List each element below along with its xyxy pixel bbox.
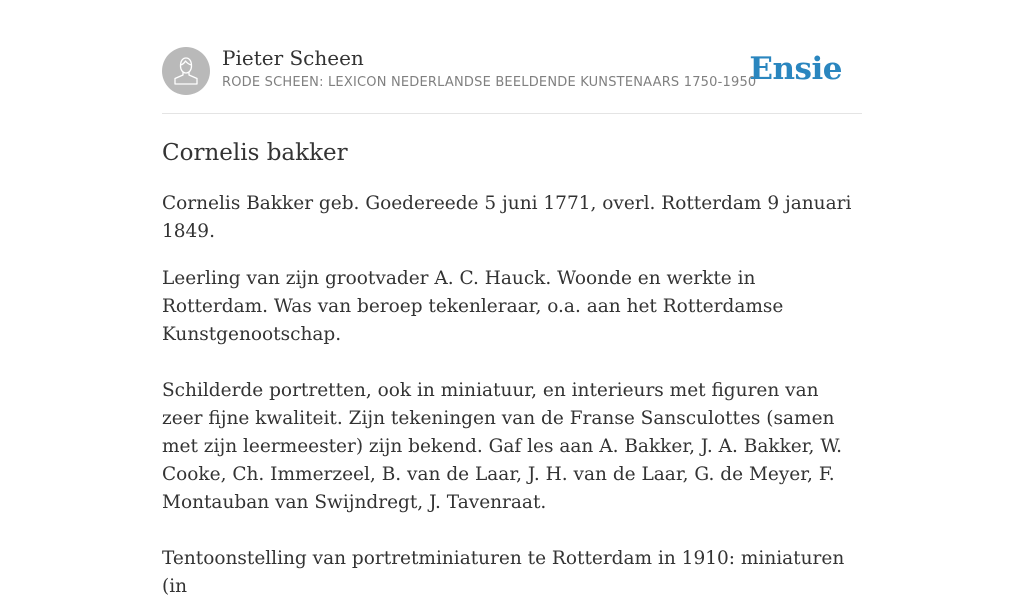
article-paragraph: Tentoonstelling van portretminiaturen te Rotterdam in 1910: miniaturen (in [162,548,845,597]
article-body [162,138,862,601]
article-header [162,46,862,96]
ensie-logo[interactable]: Ensie [749,51,842,87]
article-title: Cornelis bakker [162,140,348,166]
author-avatar[interactable] [162,47,210,95]
article-paragraph: Cornelis Bakker geb. Goedereede 5 juni 1771, overl. Rotterdam 9 januari 1849. [162,193,852,242]
article-paragraph: Leerling van zijn grootvader A. C. Hauck. Woonde en werkte in Rotterdam. Was van beroep tekenleraar, o.a. aan het Rotterdamse Kunstgenootschap. [162,268,784,345]
header-divider [162,113,862,114]
author-name[interactable]: Pieter Scheen [222,46,364,70]
source-title[interactable]: RODE SCHEEN: LEXICON NEDERLANDSE BEELDENDE KUNSTENAARS 1750-1950 [222,75,757,90]
user-outline-icon [162,47,210,95]
article-paragraph: Schilderde portretten, ook in miniatuur, en interieurs met figuren van zeer fijne kwaliteit. Zijn tekeningen van de Franse Sansculottes (samen met zijn leermeester) zijn bekend. Gaf les aan A. Bakker, J. A. Bakker, W. Cooke, Ch. Immerzeel, B. van de Laar, J. H. van de Laar, G. de Meyer, F. Montauban van Swijndregt, J. Tavenraat. [162,380,842,513]
